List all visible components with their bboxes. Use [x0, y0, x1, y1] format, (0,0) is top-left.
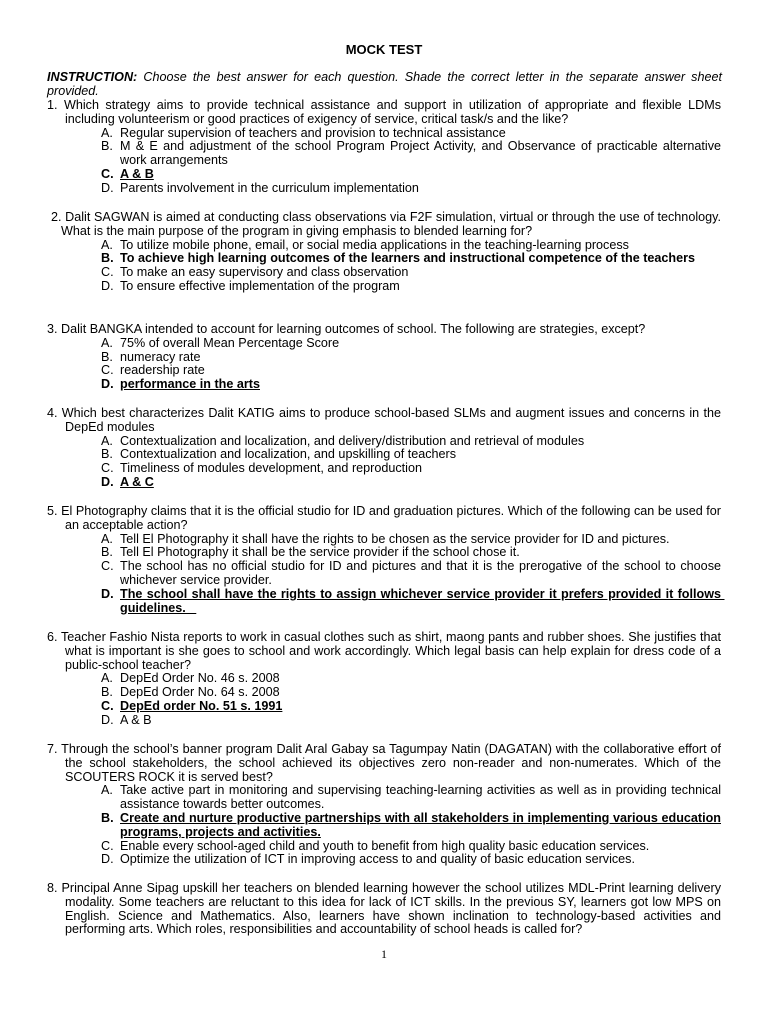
option-c: C. readership rate: [101, 363, 205, 378]
option-d-answer: D. A & C: [101, 474, 154, 489]
question-stem: 3. Dalit BANGKA intended to account for learning outcomes of school. The following are strategies, except?: [47, 322, 646, 336]
option-b: B. numeracy rate: [101, 349, 201, 364]
question-stem: 2. Dalit SAGWAN is aimed at conducting class observations via F2F simulation, virtual or through the use of technology. What is the main purpose of the program in giving emphasis to blended learning for?: [51, 210, 721, 238]
instruction-label: INSTRUCTION:: [47, 70, 138, 84]
option-a: A. Take active part in monitoring and supervising teaching-learning activities as well as in providing technical assistance towards better outcomes.: [101, 783, 721, 812]
question-5: [47, 504, 725, 615]
option-d: D. A & B: [101, 712, 152, 727]
option-d-answer: D. The school shall have the rights to assign whichever service provider it prefers provided it follows guidelines.: [101, 586, 725, 615]
option-d: D. Parents involvement in the curriculum implementation: [101, 180, 419, 195]
question-3: [47, 323, 721, 392]
option-b: B. Contextualization and localization, and upskilling of teachers: [101, 447, 457, 462]
option-a: A. To utilize mobile phone, email, or social media applications in the teaching-learning process: [101, 237, 629, 252]
question-stem: 8. Principal Anne Sipag upskill her teachers on blended learning however the school utilizes MDL-Print learning delivery modality. Some teachers are reluctant to this idea for lack of ICT skills. In the previous SY, learners got low MPS on English. Science and Mathematics. Also, learners have shown inclination to technology-based activities and performing arts. Which roles, responsibilities and accountability of school heads is called for?: [47, 881, 721, 937]
question-4: [47, 407, 721, 490]
page-title: MOCK TEST: [345, 42, 423, 57]
option-d: D. Optimize the utilization of ICT in improving access to and quality of basic education services.: [101, 852, 635, 867]
option-c-answer: C. A & B: [101, 166, 154, 181]
question-6: [47, 631, 721, 728]
question-2: [47, 211, 721, 294]
instruction-text: Choose the best answer for each question. Shade the correct letter in the separate answer sheet provided.: [47, 70, 722, 98]
option-d-answer: D. performance in the arts: [101, 377, 260, 392]
page-number: 1: [381, 947, 387, 961]
question-stem: 5. El Photography claims that it is the official studio for ID and graduation pictures. Which of the following can be used for an acceptable action?: [47, 504, 721, 532]
question-8: [47, 882, 721, 937]
option-c: C. Enable every school-aged child and youth to benefit from high quality basic education services.: [101, 838, 650, 853]
question-stem: 7. Through the school’s banner program Dalit Aral Gabay sa Tagumpay Natin (DAGATAN) with the collaborative effort of the school stakeholders, the school achieved its objectives zero non-reader and non-numerates. Which of the SCOUTERS ROCK it is served best?: [47, 742, 721, 784]
question-stem: 6. Teacher Fashio Nista reports to work in casual clothes such as shirt, maong pants and rubber shoes. She justifies that what is important is she goes to school and work accordingly. Which legal basis can help explain for dress code of a public-school teacher?: [47, 630, 721, 672]
option-a: A. 75% of overall Mean Percentage Score: [101, 335, 340, 350]
option-b-answer: B. Create and nurture productive partnerships with all stakeholders in implementing various education programs, projects and activities.: [101, 810, 721, 839]
option-b: B. Tell El Photography it shall be the service provider if the school chose it.: [101, 545, 520, 560]
option-c: C. To make an easy supervisory and class observation: [101, 265, 409, 280]
option-b: B. DepEd Order No. 64 s. 2008: [101, 685, 280, 700]
option-a: A. Contextualization and localization, and delivery/distribution and retrieval of modules: [101, 433, 585, 448]
option-c: C. Timeliness of modules development, and reproduction: [101, 461, 422, 476]
option-c-answer: C. DepEd order No. 51 s. 1991: [101, 698, 283, 713]
option-b: B. M & E and adjustment of the school Program Project Activity, and Observance of practicable alternative work arrangements: [101, 139, 721, 168]
option-a: A. Tell El Photography it shall have the rights to be chosen as the service provider for ID and pictures.: [101, 531, 670, 546]
question-stem: 1. Which strategy aims to provide technical assistance and support in utilization of appropriate and flexible LDMs including volunteerism or good practices of exigency of service, critical task/s and the like?: [47, 98, 721, 126]
question-stem: 4. Which best characterizes Dalit KATIG aims to produce school-based SLMs and augment issues and concerns in the DepEd modules: [47, 406, 721, 434]
option-a: A. Regular supervision of teachers and provision to technical assistance: [101, 125, 506, 140]
option-d: D. To ensure effective implementation of the program: [101, 278, 400, 293]
instruction: [47, 71, 722, 99]
question-7: [47, 743, 721, 867]
option-b-answer: B. To achieve high learning outcomes of the learners and instructional competence of the teachers: [101, 251, 696, 266]
question-1: [47, 99, 721, 196]
option-a: A. DepEd Order No. 46 s. 2008: [101, 671, 280, 686]
option-c: C. The school has no official studio for ID and pictures and that it is the prerogative of the school to choose whichever service provider.: [101, 559, 721, 587]
